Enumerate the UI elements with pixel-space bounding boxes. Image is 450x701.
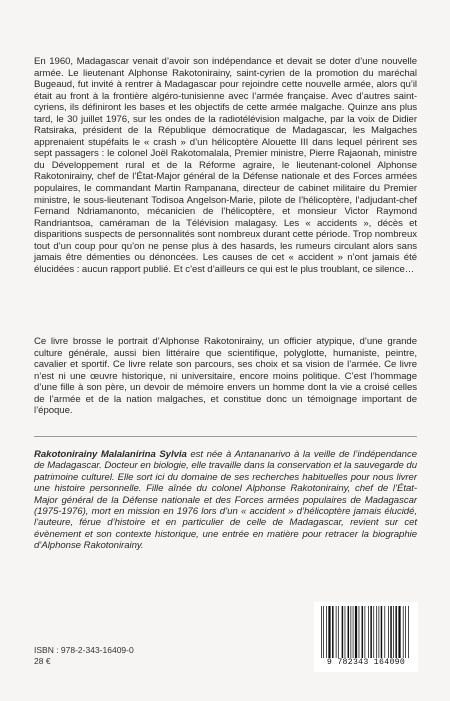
barcode-bar <box>405 606 406 658</box>
barcode-bars <box>321 606 413 658</box>
barcode-bar <box>351 606 352 658</box>
barcode-bar <box>370 606 372 658</box>
price: 28 € <box>34 656 51 666</box>
summary-paragraph-book: Ce livre brosse le portrait d’Alphonse Rakotonirainy, un officier atypique, d’une grande culture générale, aussi bien littéraire que scientifique, polyglotte, humaniste, peintre, cavalier et sportif. Ce livre relate son parcours, ses choix et sa vision de l’armée. Ce livre n’est ni une œuvre historique, ni universitaire, encore moins politique. C’est l’hommage d’une fille à son père, un devoir de mémoire envers un homme dont la vie a croisé celles de l’armée et de la nation malgaches, et constitue donc un témoignage important de l’époque. <box>34 336 417 417</box>
barcode-bar <box>359 606 360 658</box>
barcode-bar <box>326 606 327 658</box>
barcode-bar <box>353 606 354 658</box>
barcode-bar <box>395 606 397 658</box>
isbn: ISBN : 978-2-343-16409-0 <box>34 645 134 655</box>
barcode-bar <box>403 606 404 658</box>
barcode-bar <box>365 606 366 658</box>
barcode-bar <box>379 606 380 658</box>
summary-paragraph-history: En 1960, Madagascar venait d’avoir son indépendance et devait se doter d’une nouvelle armée. Le lieutenant Alphonse Rakotonirainy, saint-cyrien de la promotion du maréchal Bugeaud, fut invité à rentrer à Madagascar pour rejoindre cette nouvelle armée, alors qu’il était au front à la frontière algéro-tunisienne avec l’armée française. Avec d’autres saint-cyriens, ils définiront les bases et les objectifs de cette armée malgache. Quinze ans plus tard, le 30 juillet 1976, sur les ondes de la radiotélévision malgache, par la voix de Didier Ratsiraka, président de la République démocratique de Madagascar, les Malgaches apprenaient stupéfaits le « crash » d’un hélicoptère Alouette III dans lequel périrent ses sept passagers : le colonel Joël Rakotomalala, Premier ministre, Pierre Rajaonah, ministre du Développement rural et de la Réforme agraire, le lieutenant-colonel Alphonse Rakotonirainy, chef de l’État-Major général de la Défense nationale et des Forces armées populaires, le commandant Martin Rampanana, directeur de cabinet militaire du Premier ministre, le sous-lieutenant Todisoa Angelson-Marie, pilote de l’hélicoptère, l’adjudant-chef Fernand Ndriamanonto, mécanicien de l’hélicoptère, et monsieur Victor Raymond Randriantsoa, caméraman de la Télévision malagasy. Les « accidents », décès et disparitions suspects de personnalités sont nombreux durant cette période. Trop nombreux tout d’un coup pour qu’on ne pense plus à des hasards, les rumeurs circulant alors sans jamais être démenties ou dénoncées. Les causes de cet « accident » n’ont jamais été élucidées : aucun rapport publié. Et c’est d’ailleurs ce qui est le plus troublant, ce silence… <box>34 56 417 275</box>
author-bio-text: est née à Antananarivo à la veille de l’indépendance de Madagascar. Docteur en biologie, elle travaille dans la conservation et la sauvegarde du patrimoine culturel. Elle sort ici du domaine de ses recherches habituelles pour nous livrer une histoire personnelle. Fille aînée du colonel Alphonse Rakotonirainy, chef de l’État-Major général de la Défense nationale et des Forces armées populaires de Madagascar (1975-1976), mort en mission en 1976 lors d’un « accident » d’hélicoptère jamais élucidé, l’auteure, férue d’histoire et en particulier de celle de Madagascar, revient sur cet évènement et son contexte historique, une entrée en matière pour retracer la biographie d’Alphonse Rakotonirainy. <box>34 449 418 552</box>
barcode-bar <box>348 606 350 658</box>
barcode-bar <box>345 606 346 658</box>
barcode-bar <box>321 606 322 658</box>
barcode-bar <box>342 606 344 658</box>
barcode-bar <box>381 606 383 658</box>
barcode-bar <box>398 606 400 658</box>
divider <box>34 436 417 437</box>
back-cover-text <box>34 56 417 552</box>
barcode-bar <box>393 606 394 658</box>
barcode-bar <box>362 606 364 658</box>
barcode-bar <box>388 606 389 658</box>
barcode-bar <box>328 606 330 658</box>
barcode-bar <box>384 606 385 658</box>
barcode-bar <box>368 606 369 658</box>
barcode-bar <box>408 606 409 658</box>
book-info <box>34 645 134 667</box>
barcode-bar <box>332 606 334 658</box>
author-name: Rakotonirainy Malalanirina Sylvia <box>34 449 187 460</box>
barcode-bar <box>355 606 357 658</box>
barcode-bar <box>373 606 374 658</box>
barcode-bar <box>338 606 339 658</box>
barcode-digits: 9 782343 164090 <box>326 658 406 667</box>
barcode-bar <box>390 606 392 658</box>
barcode-bar <box>323 606 324 658</box>
barcode-bar <box>336 606 337 658</box>
barcode <box>314 602 418 672</box>
barcode-bar <box>376 606 377 658</box>
author-bio <box>34 449 417 552</box>
